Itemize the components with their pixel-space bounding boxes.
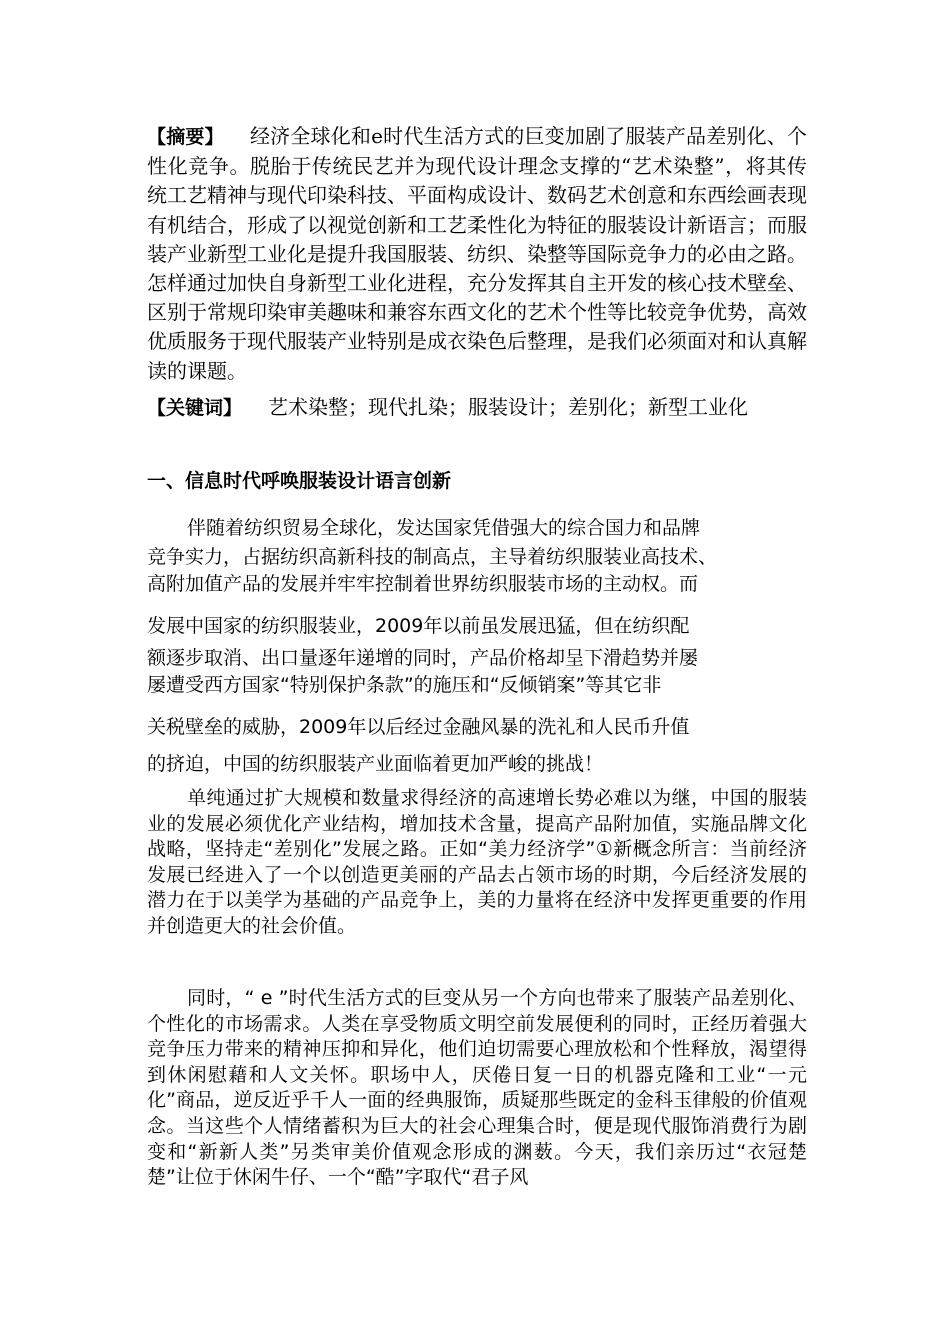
body-paragraph-3: 同时，“ e ”时代生活方式的巨变从另一个方向也带来了服装产品差别化、个性化的市场需求。人类在享受物质文明空前发展便利的同时，正经历着强大竞争压力带来的精神压抑和异化，他们迫切需要心理放松和个性释放，渴望得到休闲慰藉和人文关怀。职场中人，厌倦日复一日的机器克隆和工业“一元化”商品，逆反近乎千人一面的经典服饰，质疑那些既定的金科玉律般的价值观念。当这些个人情绪蓄积为巨大的社会心理集合时，便是现代服饰消费行为剧变和“新新人类”另类审美价值观念形成的渊薮。今天，我们亲历过“衣冠楚楚”让位于休闲牛仔、一个“酷”字取代“君子风 (147, 987, 807, 1189)
paragraph-line: 的挤迫，中国的纺织服装产业面临着更加严峻的挑战！ (147, 753, 604, 775)
keywords-label: 【关键词】 (147, 397, 243, 419)
paragraph-line: 伴随着纺织贸易全球化，发达国家凭借强大的综合国力和品牌 (187, 517, 701, 539)
body-paragraph-2: 单纯通过扩大规模和数量求得经济的高速增长势必难以为继，中国的服装业的发展必须优化产业结构，增加技术含量，提高产品附加值，实施品牌文化战略，坚持走“差别化”发展之路。正如“美力经济学”①新概念所言：当前经济发展已经进入了一个以创造更美丽的产品去占领市场的时期，今后经济发展的潜力在于以美学为基础的产品竞争上，美的力量将在经济中发挥更重要的作用并创造更大的社会价值。 (147, 787, 807, 937)
paragraph-line: 高附加值产品的发展并牢牢控制着世界纺织服装市场的主动权。而 (147, 573, 699, 595)
paragraph-line: 发展中国家的纺织服装业，2009年以前虽发展迅猛，但在纺织配 (147, 615, 690, 637)
section-heading: 一、信息时代呼唤服装设计语言创新 (147, 470, 452, 492)
keywords-paragraph (147, 393, 807, 424)
paragraph-line: 关税壁垒的威胁，2009年以后经过金融风暴的洗礼和人民币升值 (147, 716, 690, 738)
abstract-label: 【摘要】 (147, 126, 224, 148)
abstract-text: 经济全球化和e时代生活方式的巨变加剧了服装产品差别化、个性化竞争。脱胎于传统民艺并为现代设计理念支撑的“艺术染整”，将其传统工艺精神与现代印染科技、平面构成设计、数码艺术创意和东西绘画表现有机结合，形成了以视觉创新和工艺柔性化为特征的服装设计新语言；而服装产业新型工业化是提升我国服装、纺织、染整等国际竞争力的必由之路。怎样通过加快自身新型工业化进程，充分发挥其自主开发的核心技术壁垒、区别于常规印染审美趣味和兼容东西文化的艺术个性等比较竞争优势，高效优质服务于现代服装产业特别是成衣染色后整理，是我们必须面对和认真解读的课题。 (147, 124, 807, 383)
paragraph-line: 额逐步取消、出口量逐年递增的同时，产品价格却呈下滑趋势并屡 (147, 647, 699, 669)
keywords-text: 艺术染整；现代扎染；服装设计；差别化；新型工业化 (268, 395, 749, 419)
abstract-paragraph (147, 122, 807, 386)
paragraph-line: 屡遭受西方国家“特别保护条款”的施压和“反倾销案”等其它非 (147, 674, 662, 696)
paragraph-line: 竞争实力，占据纺织高新科技的制高点，主导着纺织服装业高技术、 (147, 546, 718, 568)
body-paragraph-1 (147, 513, 807, 783)
